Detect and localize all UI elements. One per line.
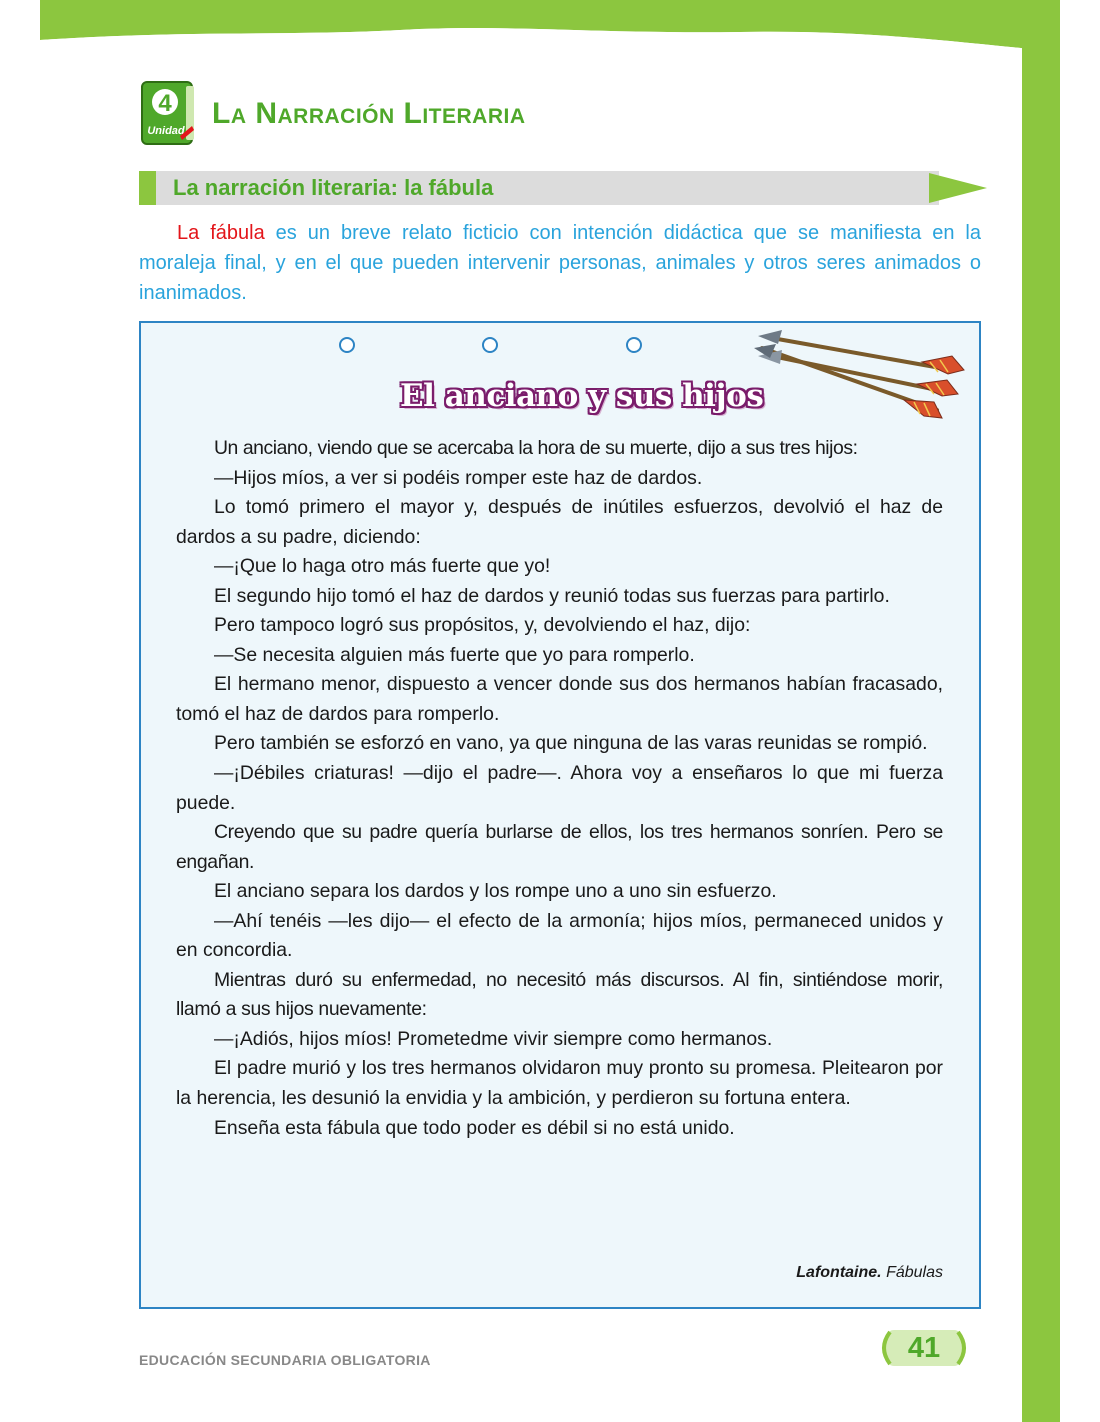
story-paragraph: El padre murió y los tres hermanos olvidaron muy pronto su promesa. Pleitearon por la herencia, les desunió la envidia y la ambición, y perdieron su fortuna entera. (176, 1057, 943, 1110)
story-paragraph: —¡Débiles criaturas! —dijo el padre—. Ahora voy a enseñaros lo que mi fuerza puede. (176, 762, 943, 814)
story-paragraph: —Se necesita alguien más fuerte que yo para romperlo. (214, 643, 695, 666)
unit-label: Unidad (147, 125, 185, 137)
story-paragraph: El hermano menor, dispuesto a vencer donde sus dos hermanos habían fracasado, tomó el haz de dardos para romperlo. (176, 673, 943, 725)
binder-ring-icon (626, 337, 642, 353)
story-paragraph: —¡Que lo haga otro más fuerte que yo! (214, 555, 551, 578)
arrows-illustration (752, 326, 972, 426)
story-paragraph: —Hijos míos, a ver si podéis romper este haz de dardos. (214, 466, 703, 489)
story-text (176, 434, 943, 1143)
binder-ring-icon (482, 337, 498, 353)
unit-number: 4 (158, 90, 172, 117)
story-paragraph: El segundo hijo tomó el haz de dardos y reunió todas sus fuerzas para partirlo. (214, 584, 890, 607)
attribution-author: Lafontaine. (796, 1264, 882, 1281)
intro-term: La fábula (177, 222, 265, 244)
unit-title: La Narración Literaria (212, 97, 526, 130)
story-paragraph: Pero tampoco logró sus propósitos, y, devolviendo el haz, dijo: (214, 614, 751, 637)
intro-text: es un breve relato ficticio con intención didáctica que se manifiesta en la moraleja final, y en el que pueden intervenir personas, animales y otros seres animados o inanimados. (139, 222, 982, 304)
attribution-work: Fábulas (881, 1264, 943, 1281)
section-heading-bar (139, 171, 989, 205)
page-number: 41 (907, 1332, 941, 1364)
story-paragraph: Creyendo que su padre quería burlarse de ellos, los tres hermanos sonríen. Pero se engañan. (176, 821, 943, 873)
unit-book-icon (140, 78, 198, 148)
story-paragraph: Enseña esta fábula que todo poder es débil si no está unido. (214, 1116, 735, 1139)
story-paragraph: Pero también se esforzó en vano, ya que ninguna de las varas reunidas se rompió. (214, 732, 928, 755)
attribution (560, 1260, 943, 1286)
story-paragraph: El anciano separa los dardos y los rompe uno a uno sin esfuerzo. (214, 880, 777, 903)
story-paragraph: Mientras duró su enfermedad, no necesitó más discursos. Al fin, sintiéndose morir, llamó a sus hijos nuevamente: (176, 968, 943, 1021)
story-title: El anciano y sus hijos (400, 378, 764, 414)
story-paragraph: —Ahí tenéis —les dijo— el efecto de la armonía; hijos míos, permaneced unidos y en concordia. (176, 909, 943, 962)
story-paragraph: Un anciano, viendo que se acercaba la hora de su muerte, dijo a sus tres hijos: (214, 437, 858, 459)
section-arrow-icon (929, 171, 989, 205)
binder-ring-icon (339, 337, 355, 353)
story-paragraph: Lo tomó primero el mayor y, después de inútiles esfuerzos, devolvió el haz de dardos a su padre, diciendo: (176, 496, 943, 548)
side-band (1022, 0, 1060, 1422)
footer-label: EDUCACIÓN SECUNDARIA OBLIGATORIA (139, 1352, 431, 1368)
header-band (40, 0, 1060, 60)
section-title: La narración literaria: la fábula (173, 175, 494, 200)
story-paragraph: —¡Adiós, hijos míos! Prometedme vivir siempre como hermanos. (214, 1027, 773, 1050)
intro-paragraph (139, 218, 981, 308)
